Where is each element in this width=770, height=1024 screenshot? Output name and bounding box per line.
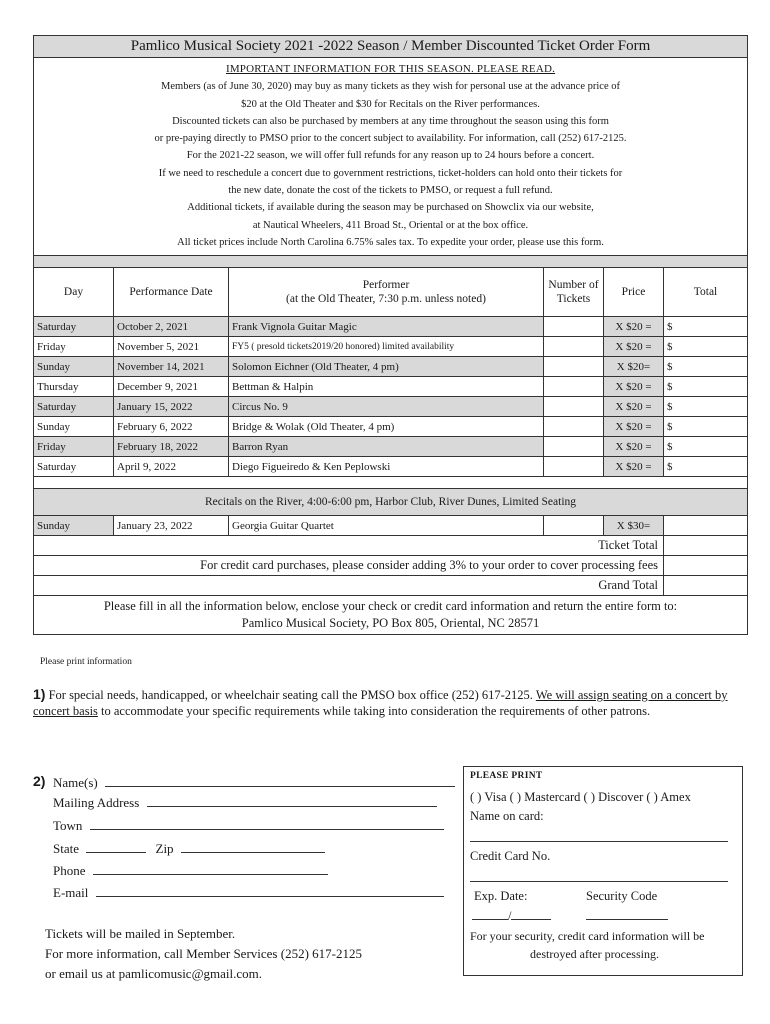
- special-needs-underlined: We will assign seating on a concert by concert basis: [33, 688, 728, 718]
- row-day: Sunday: [34, 516, 114, 536]
- row-price: X $20 =: [604, 437, 664, 457]
- mailing-line: For more information, call Member Services (252) 617-2125: [45, 946, 362, 961]
- row-performer: Circus No. 9: [229, 397, 544, 417]
- zip-field[interactable]: [181, 840, 325, 853]
- row-total[interactable]: $: [664, 317, 748, 337]
- form-title: Pamlico Musical Society 2021 -2022 Season / Member Discounted Ticket Order Form: [34, 36, 748, 58]
- row-date: October 2, 2021: [114, 317, 229, 337]
- name-label: Name(s): [53, 775, 98, 790]
- header-date: Performance Date: [114, 268, 229, 317]
- tickets-input[interactable]: [544, 457, 604, 477]
- credit-fee-note: For credit card purchases, please consider adding 3% to your order to cover processing fees: [34, 556, 664, 576]
- tickets-input[interactable]: [544, 516, 604, 536]
- order-form: [33, 35, 747, 635]
- zip-label: Zip: [155, 841, 174, 856]
- recital-row: [34, 516, 748, 536]
- town-field[interactable]: [90, 817, 444, 830]
- header-total: Total: [664, 268, 748, 317]
- table-row: [34, 317, 748, 337]
- header-performer-sub: (at the Old Theater, 7:30 p.m. unless noted): [286, 293, 486, 306]
- row-day: Sunday: [34, 417, 114, 437]
- security-note: For your security, credit card information will be: [470, 929, 705, 943]
- tickets-input[interactable]: [544, 377, 604, 397]
- order-table: [33, 35, 748, 635]
- row-price: X $20=: [604, 357, 664, 377]
- table-row: [34, 357, 748, 377]
- name-field[interactable]: [105, 774, 455, 787]
- state-field[interactable]: [86, 840, 146, 853]
- table-row: [34, 397, 748, 417]
- row-date: February 6, 2022: [114, 417, 229, 437]
- mailing-line: Tickets will be mailed in September.: [45, 926, 236, 941]
- row-date: February 18, 2022: [114, 437, 229, 457]
- card-number-field[interactable]: [470, 881, 728, 882]
- row-date: December 9, 2021: [114, 377, 229, 397]
- header-number: Number of Tickets: [544, 268, 604, 317]
- town-label: Town: [53, 818, 83, 833]
- ticket-total-label: Ticket Total: [34, 536, 664, 556]
- row-performer: Diego Figueiredo & Ken Peplowski: [229, 457, 544, 477]
- table-row: [34, 437, 748, 457]
- exp-date-field[interactable]: [472, 907, 551, 924]
- row-price: X $30=: [604, 516, 664, 536]
- return-address: Pamlico Musical Society, PO Box 805, Oriental, NC 28571: [241, 616, 540, 631]
- table-row: [34, 417, 748, 437]
- row-total[interactable]: $: [664, 437, 748, 457]
- ticket-total-value[interactable]: [664, 536, 748, 556]
- security-code-label: Security Code: [586, 889, 658, 903]
- tickets-input[interactable]: [544, 317, 604, 337]
- table-header: [34, 268, 748, 317]
- print-info-note: Please print information: [40, 657, 132, 667]
- row-date: January 15, 2022: [114, 397, 229, 417]
- row-price: X $20 =: [604, 417, 664, 437]
- row-date: April 9, 2022: [114, 457, 229, 477]
- phone-field[interactable]: [93, 862, 328, 875]
- email-field[interactable]: [96, 884, 444, 897]
- header-performer: [229, 268, 544, 317]
- row-day: Saturday: [34, 457, 114, 477]
- card-number-label: Credit Card No.: [470, 849, 551, 863]
- mailing-label: Mailing Address: [53, 795, 140, 810]
- credit-fee-value[interactable]: [664, 556, 748, 576]
- row-total[interactable]: $: [664, 337, 748, 357]
- row-price: X $20 =: [604, 457, 664, 477]
- tickets-input[interactable]: [544, 337, 604, 357]
- row-performer: Barron Ryan: [229, 437, 544, 457]
- exp-date-label: Exp. Date:: [474, 889, 528, 903]
- phone-label: Phone: [53, 863, 86, 878]
- card-type-options[interactable]: ( ) Visa ( ) Mastercard ( ) Discover ( ) Amex: [470, 790, 691, 804]
- tickets-input[interactable]: [544, 417, 604, 437]
- state-label: State: [53, 841, 79, 856]
- row-total[interactable]: $: [664, 377, 748, 397]
- special-needs-text-b: to accommodate your specific requirements while taking into consideration the requirements of other patrons.: [101, 704, 651, 718]
- row-performer: Solomon Eichner (Old Theater, 4 pm): [229, 357, 544, 377]
- spacer-row: [34, 256, 748, 268]
- info-line: For the 2021-22 season, we will offer full refunds for any reason up to 24 hours before a concert.: [186, 150, 595, 162]
- info-line: the new date, donate the cost of the tickets to PMSO, or request a full refund.: [228, 185, 553, 197]
- recitals-heading: Recitals on the River, 4:00-6:00 pm, Harbor Club, River Dunes, Limited Seating: [34, 489, 748, 516]
- security-code-field[interactable]: [586, 907, 668, 920]
- return-line: Please fill in all the information below, enclose your check or credit card information and return the entire form to:: [103, 599, 678, 614]
- row-day: Thursday: [34, 377, 114, 397]
- row-performer: Frank Vignola Guitar Magic: [229, 317, 544, 337]
- section-number: 2): [33, 773, 46, 789]
- row-price: X $20 =: [604, 397, 664, 417]
- security-note: destroyed after processing.: [530, 947, 659, 961]
- row-price: X $20 =: [604, 337, 664, 357]
- row-performer: Georgia Guitar Quartet: [229, 516, 544, 536]
- mailing-line: or email us at pamlicomusic@gmail.com.: [45, 966, 263, 981]
- name-on-card-field[interactable]: [470, 841, 728, 842]
- row-performer: Bridge & Wolak (Old Theater, 4 pm): [229, 417, 544, 437]
- section-number: 1): [33, 686, 46, 702]
- grand-total-value[interactable]: [664, 576, 748, 596]
- exp-slash: /: [508, 909, 512, 923]
- row-total[interactable]: $: [664, 397, 748, 417]
- table-row: [34, 377, 748, 397]
- row-date: November 5, 2021: [114, 337, 229, 357]
- info-heading: IMPORTANT INFORMATION FOR THIS SEASON. PLEASE READ.: [225, 63, 556, 75]
- mailing-address-field[interactable]: [147, 794, 437, 807]
- row-day: Sunday: [34, 357, 114, 377]
- return-instructions: [34, 596, 748, 635]
- credit-card-box: [463, 766, 743, 976]
- row-day: Saturday: [34, 397, 114, 417]
- grand-total-label: Grand Total: [34, 576, 664, 596]
- cc-heading: PLEASE PRINT: [470, 771, 543, 781]
- row-date: January 23, 2022: [114, 516, 229, 536]
- info-line: Members (as of June 30, 2020) may buy as many tickets as they wish for personal use at the advance price of: [161, 81, 620, 93]
- name-on-card-label: Name on card:: [470, 809, 544, 823]
- info-line: Discounted tickets can also be purchased by members at any time throughout the season using this form: [172, 115, 609, 127]
- row-total[interactable]: $: [664, 357, 748, 377]
- row-date: November 14, 2021: [114, 357, 229, 377]
- header-price: Price: [604, 268, 664, 317]
- mailing-note: [45, 924, 362, 984]
- info-line: All ticket prices include North Carolina 6.75% sales tax. To expedite your order, please use this form.: [177, 236, 604, 248]
- special-needs-text: For special needs, handicapped, or wheelchair seating call the PMSO box office (252) 617-2125.: [48, 688, 533, 702]
- tickets-input[interactable]: [544, 437, 604, 457]
- table-row: [34, 457, 748, 477]
- info-line: or pre-paying directly to PMSO prior to the concert subject to availability. For information, call (252) 617-2125.: [154, 133, 627, 145]
- important-info: [34, 58, 748, 256]
- header-day: Day: [34, 268, 114, 317]
- row-performer: Bettman & Halpin: [229, 377, 544, 397]
- info-line: If we need to reschedule a concert due to government restrictions, ticket-holders can hold onto their tickets for: [158, 167, 623, 179]
- row-price: X $20 =: [604, 377, 664, 397]
- tickets-input[interactable]: [544, 397, 604, 417]
- header-performer-label: Performer: [362, 279, 410, 292]
- row-performer: FY5 ( presold tickets2019/20 honored) limited availability: [229, 337, 544, 357]
- exp-month-field[interactable]: [472, 907, 508, 920]
- exp-year-field[interactable]: [511, 907, 551, 920]
- row-day: Saturday: [34, 317, 114, 337]
- info-line: Additional tickets, if available during the season may be purchased on Showclix via our website,: [187, 202, 594, 214]
- email-label: E-mail: [53, 885, 89, 900]
- tickets-input[interactable]: [544, 357, 604, 377]
- row-day: Friday: [34, 437, 114, 457]
- spacer-row: [34, 477, 748, 489]
- row-day: Friday: [34, 337, 114, 357]
- info-line: at Nautical Wheelers, 411 Broad St., Oriental or at the box office.: [252, 219, 529, 231]
- special-needs-section: [33, 686, 733, 719]
- table-row: [34, 337, 748, 357]
- row-total[interactable]: $: [664, 457, 748, 477]
- info-line: $20 at the Old Theater and $30 for Recitals on the River performances.: [241, 98, 540, 110]
- row-total[interactable]: $: [664, 417, 748, 437]
- row-price: X $20 =: [604, 317, 664, 337]
- row-total[interactable]: [664, 516, 748, 536]
